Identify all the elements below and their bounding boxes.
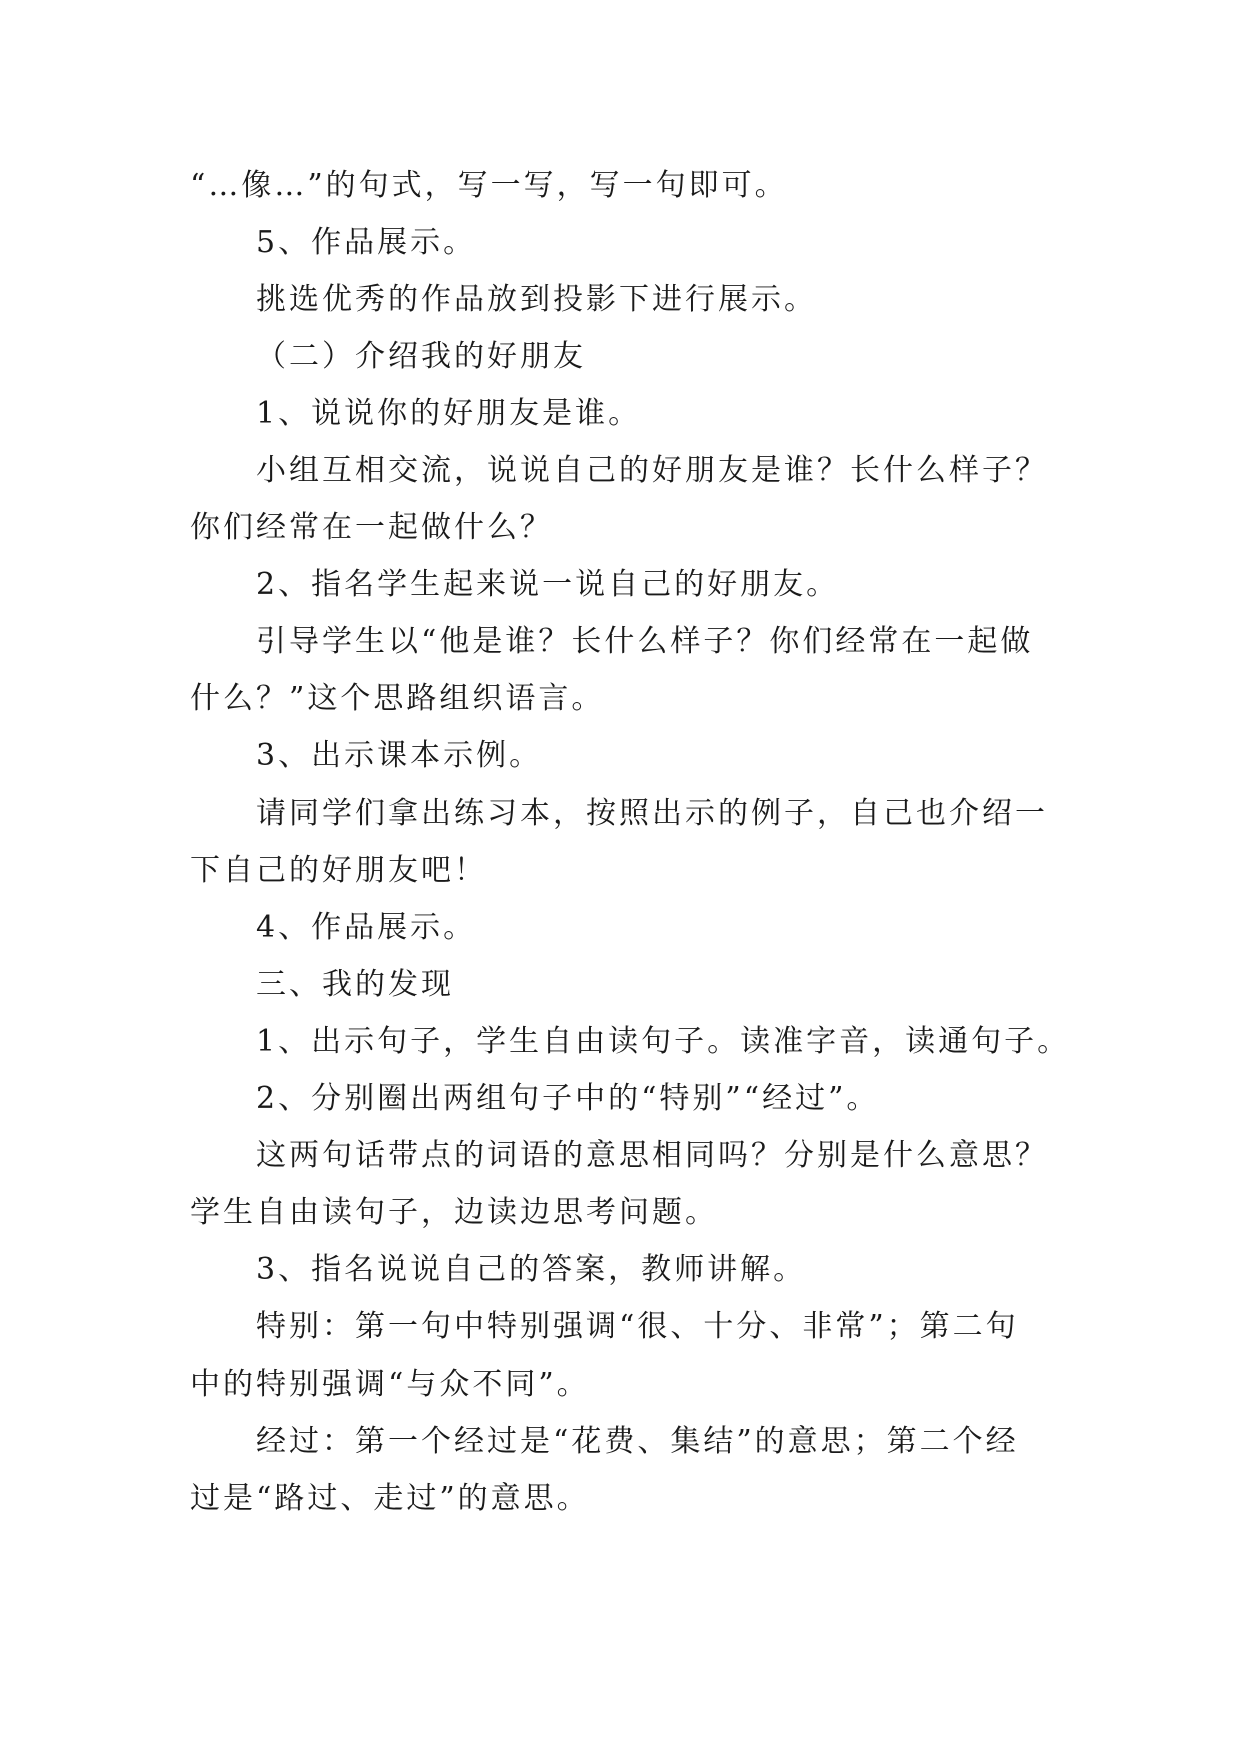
paragraph-line: 请同学们拿出练习本，按照出示的例子，自己也介绍一 <box>256 796 1048 831</box>
paragraph-line: 这两句话带点的词语的意思相同吗？分别是什么意思？ <box>256 1138 1048 1173</box>
paragraph-line: 你们经常在一起做什么？ <box>190 510 553 545</box>
section-heading: 三、我的发现 <box>256 967 454 1002</box>
list-item-line: 5、作品展示。 <box>256 225 477 260</box>
list-item-line: 1、说说你的好朋友是谁。 <box>256 396 642 431</box>
paragraph-line: 过是“路过、走过”的意思。 <box>190 1481 590 1516</box>
paragraph-line: 下自己的好朋友吧！ <box>190 853 487 888</box>
list-item-line: 2、指名学生起来说一说自己的好朋友。 <box>256 567 840 602</box>
paragraph-line: 中的特别强调“与众不同”。 <box>190 1367 590 1402</box>
paragraph-line: “…像…”的句式，写一写，写一句即可。 <box>190 168 788 203</box>
section-heading: （二）介绍我的好朋友 <box>256 339 586 374</box>
paragraph-line: 小组互相交流，说说自己的好朋友是谁？长什么样子？ <box>256 453 1048 488</box>
list-item-line: 3、出示课本示例。 <box>256 738 543 773</box>
paragraph-line: 挑选优秀的作品放到投影下进行展示。 <box>256 282 817 317</box>
list-item-line: 3、指名说说自己的答案，教师讲解。 <box>256 1252 807 1287</box>
paragraph-line: 经过：第一个经过是“花费、集结”的意思；第二个经 <box>256 1424 1019 1459</box>
paragraph-line: 引导学生以“他是谁？长什么样子？你们经常在一起做 <box>256 624 1034 659</box>
list-item-line: 4、作品展示。 <box>256 910 477 945</box>
list-item-line: 2、分别圈出两组句子中的“特别”“经过”。 <box>256 1081 880 1116</box>
list-item-line: 1、出示句子，学生自由读句子。读准字音，读通句子。 <box>256 1024 1071 1059</box>
paragraph-line: 学生自由读句子，边读边思考问题。 <box>190 1195 718 1230</box>
paragraph-line: 什么？”这个思路组织语言。 <box>190 681 605 716</box>
paragraph-line: 特别：第一句中特别强调“很、十分、非常”；第二句 <box>256 1309 1019 1344</box>
